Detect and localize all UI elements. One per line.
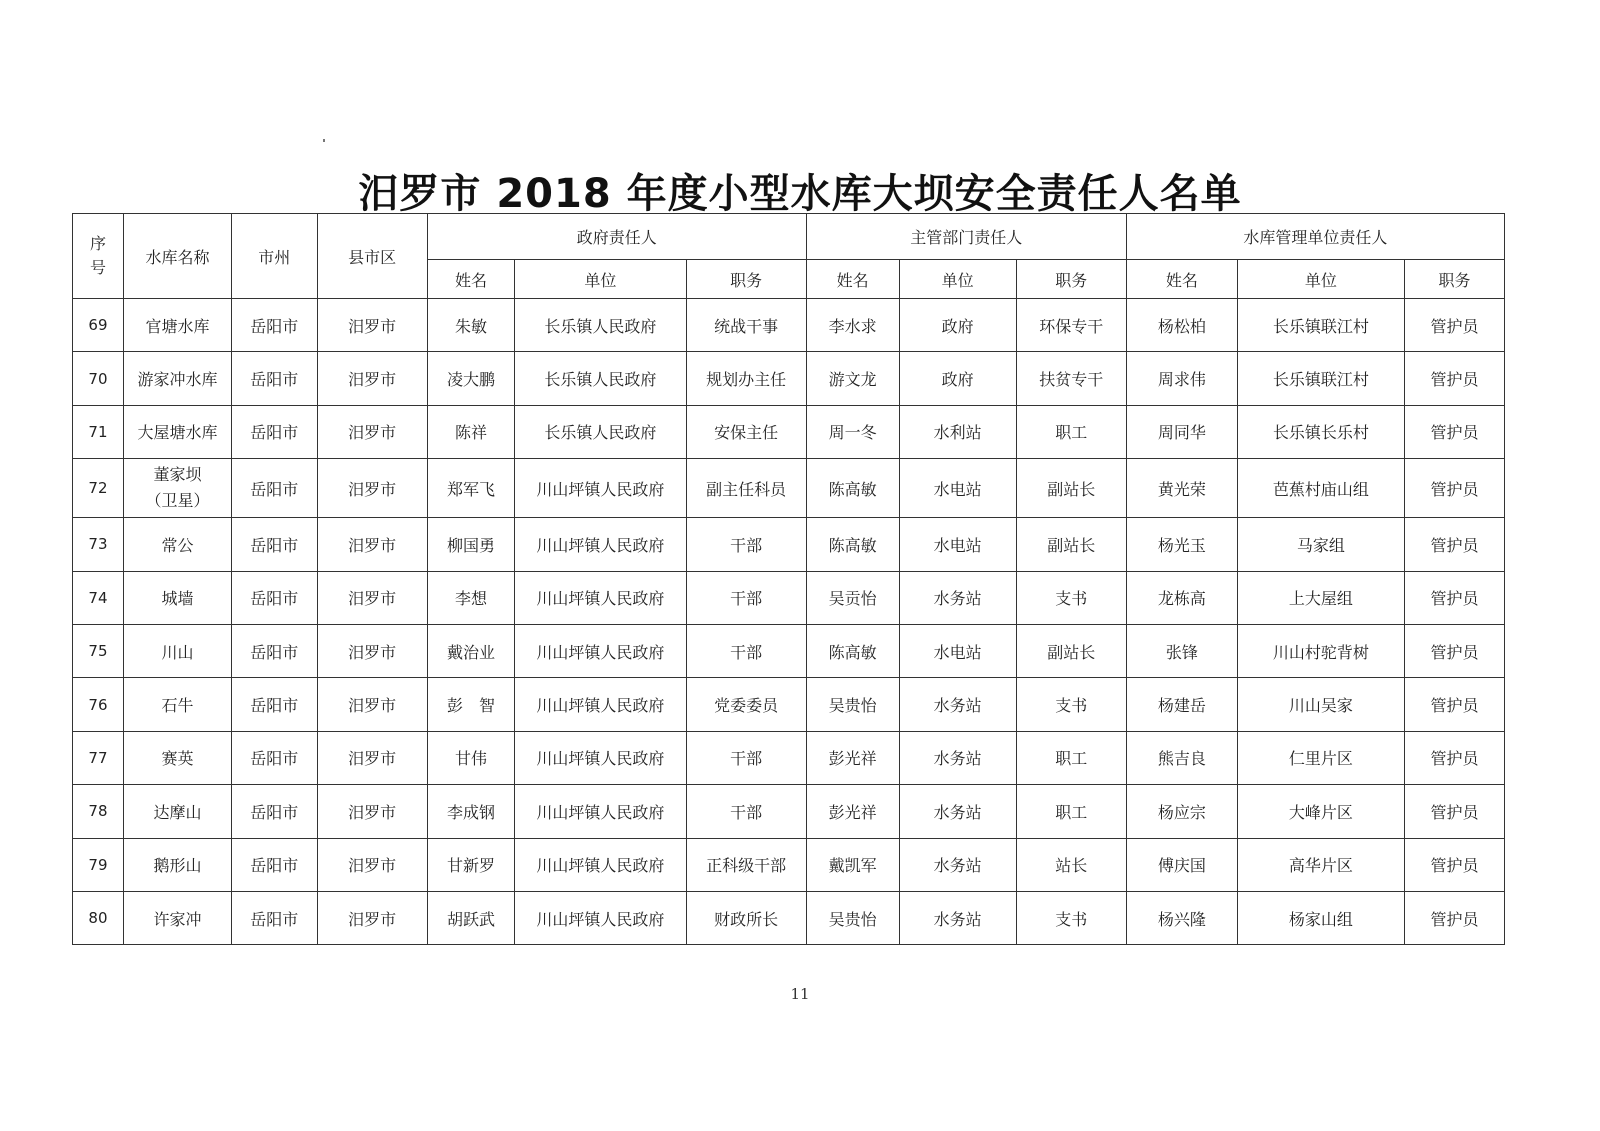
cell-gov-post: 干部 xyxy=(686,571,806,624)
cell-dept-name: 吴贡怡 xyxy=(806,571,899,624)
cell-dept-name: 陈高敏 xyxy=(806,624,899,677)
cell-city: 岳阳市 xyxy=(231,405,317,458)
cell-city: 岳阳市 xyxy=(231,624,317,677)
header-mgmt-group: 水库管理单位责任人 xyxy=(1126,214,1504,260)
cell-dept-name: 吴贵怡 xyxy=(806,678,899,731)
cell-mgmt-unit: 大峰片区 xyxy=(1237,785,1404,838)
cell-mgmt-post: 管护员 xyxy=(1405,459,1505,518)
cell-mgmt-unit: 长乐镇长乐村 xyxy=(1237,405,1404,458)
cell-mgmt-name: 黄光荣 xyxy=(1126,459,1237,518)
cell-county: 汨罗市 xyxy=(317,838,427,891)
cell-gov-unit: 川山坪镇人民政府 xyxy=(515,731,686,784)
cell-gov-name: 甘新罗 xyxy=(427,838,515,891)
cell-dept-unit: 水利站 xyxy=(899,405,1016,458)
cell-dept-unit: 水电站 xyxy=(899,459,1016,518)
cell-gov-post: 副主任科员 xyxy=(686,459,806,518)
cell-city: 岳阳市 xyxy=(231,299,317,352)
cell-dept-post: 支书 xyxy=(1016,571,1126,624)
responsibility-table xyxy=(72,213,1505,945)
cell-gov-name: 甘伟 xyxy=(427,731,515,784)
cell-mgmt-unit: 仁里片区 xyxy=(1237,731,1404,784)
cell-dept-post: 职工 xyxy=(1016,785,1126,838)
scan-speck xyxy=(323,139,325,142)
cell-reservoir: 官塘水库 xyxy=(123,299,231,352)
header-mgmt-unit: 单位 xyxy=(1237,260,1404,299)
cell-mgmt-post: 管护员 xyxy=(1405,571,1505,624)
cell-city: 岳阳市 xyxy=(231,838,317,891)
cell-gov-unit: 川山坪镇人民政府 xyxy=(515,459,686,518)
cell-mgmt-name: 杨应宗 xyxy=(1126,785,1237,838)
cell-mgmt-unit: 杨家山组 xyxy=(1237,891,1404,944)
header-city: 市州 xyxy=(231,214,317,299)
cell-mgmt-post: 管护员 xyxy=(1405,518,1505,571)
cell-mgmt-unit: 长乐镇联江村 xyxy=(1237,299,1404,352)
cell-gov-post: 党委委员 xyxy=(686,678,806,731)
header-reservoir: 水库名称 xyxy=(123,214,231,299)
cell-mgmt-name: 杨光玉 xyxy=(1126,518,1237,571)
cell-county: 汨罗市 xyxy=(317,785,427,838)
cell-dept-name: 陈高敏 xyxy=(806,459,899,518)
header-mgmt-post: 职务 xyxy=(1405,260,1505,299)
cell-reservoir: 达摩山 xyxy=(123,785,231,838)
table-row xyxy=(73,299,1505,352)
header-dept-name: 姓名 xyxy=(806,260,899,299)
header-dept-unit: 单位 xyxy=(899,260,1016,299)
page-number: 11 xyxy=(790,985,810,1003)
cell-county: 汨罗市 xyxy=(317,624,427,677)
table-row xyxy=(73,838,1505,891)
cell-gov-unit: 川山坪镇人民政府 xyxy=(515,571,686,624)
cell-mgmt-name: 杨建岳 xyxy=(1126,678,1237,731)
cell-no: 73 xyxy=(73,518,124,571)
header-dept-post: 职务 xyxy=(1016,260,1126,299)
cell-dept-unit: 政府 xyxy=(899,299,1016,352)
cell-city: 岳阳市 xyxy=(231,518,317,571)
cell-dept-post: 环保专干 xyxy=(1016,299,1126,352)
cell-dept-name: 吴贵怡 xyxy=(806,891,899,944)
cell-county: 汨罗市 xyxy=(317,299,427,352)
header-gov-post: 职务 xyxy=(686,260,806,299)
table-row xyxy=(73,459,1505,518)
cell-gov-unit: 川山坪镇人民政府 xyxy=(515,678,686,731)
cell-gov-name: 陈祥 xyxy=(427,405,515,458)
cell-gov-unit: 川山坪镇人民政府 xyxy=(515,891,686,944)
page-title: 汨罗市 2018 年度小型水库大坝安全责任人名单 xyxy=(358,171,1242,217)
cell-no: 75 xyxy=(73,624,124,677)
cell-county: 汨罗市 xyxy=(317,891,427,944)
cell-dept-unit: 水务站 xyxy=(899,838,1016,891)
cell-mgmt-name: 傅庆国 xyxy=(1126,838,1237,891)
cell-dept-post: 支书 xyxy=(1016,891,1126,944)
cell-reservoir: 川山 xyxy=(123,624,231,677)
cell-no: 69 xyxy=(73,299,124,352)
cell-dept-post: 副站长 xyxy=(1016,518,1126,571)
cell-dept-post: 扶贫专干 xyxy=(1016,352,1126,405)
cell-dept-unit: 水电站 xyxy=(899,518,1016,571)
header-gov-group: 政府责任人 xyxy=(427,214,806,260)
cell-gov-name: 凌大鹏 xyxy=(427,352,515,405)
table-row xyxy=(73,785,1505,838)
header-no: 序号 xyxy=(73,214,124,299)
cell-no: 78 xyxy=(73,785,124,838)
cell-mgmt-unit: 川山吴家 xyxy=(1237,678,1404,731)
cell-county: 汨罗市 xyxy=(317,518,427,571)
cell-mgmt-name: 周求伟 xyxy=(1126,352,1237,405)
cell-gov-name: 戴治业 xyxy=(427,624,515,677)
cell-county: 汨罗市 xyxy=(317,459,427,518)
cell-reservoir: 赛英 xyxy=(123,731,231,784)
header-gov-name: 姓名 xyxy=(427,260,515,299)
cell-mgmt-name: 龙栋高 xyxy=(1126,571,1237,624)
header-dept-group: 主管部门责任人 xyxy=(806,214,1126,260)
cell-no: 79 xyxy=(73,838,124,891)
cell-dept-name: 彭光祥 xyxy=(806,785,899,838)
cell-dept-name: 周一冬 xyxy=(806,405,899,458)
cell-reservoir: 石牛 xyxy=(123,678,231,731)
cell-dept-unit: 水务站 xyxy=(899,891,1016,944)
cell-gov-unit: 长乐镇人民政府 xyxy=(515,299,686,352)
cell-mgmt-unit: 川山村驼背树 xyxy=(1237,624,1404,677)
cell-gov-unit: 长乐镇人民政府 xyxy=(515,352,686,405)
cell-dept-name: 彭光祥 xyxy=(806,731,899,784)
cell-gov-post: 规划办主任 xyxy=(686,352,806,405)
cell-mgmt-name: 周同华 xyxy=(1126,405,1237,458)
cell-city: 岳阳市 xyxy=(231,571,317,624)
cell-gov-name: 彭 智 xyxy=(427,678,515,731)
cell-gov-name: 柳国勇 xyxy=(427,518,515,571)
table-row xyxy=(73,624,1505,677)
cell-mgmt-post: 管护员 xyxy=(1405,405,1505,458)
cell-dept-unit: 水务站 xyxy=(899,785,1016,838)
cell-reservoir: 鹅形山 xyxy=(123,838,231,891)
cell-mgmt-name: 杨松柏 xyxy=(1126,299,1237,352)
cell-gov-name: 朱敏 xyxy=(427,299,515,352)
cell-mgmt-unit: 马家组 xyxy=(1237,518,1404,571)
cell-dept-name: 游文龙 xyxy=(806,352,899,405)
cell-mgmt-post: 管护员 xyxy=(1405,624,1505,677)
cell-reservoir: 常公 xyxy=(123,518,231,571)
cell-mgmt-post: 管护员 xyxy=(1405,891,1505,944)
cell-dept-name: 李水求 xyxy=(806,299,899,352)
cell-dept-unit: 水电站 xyxy=(899,624,1016,677)
cell-gov-post: 正科级干部 xyxy=(686,838,806,891)
cell-city: 岳阳市 xyxy=(231,459,317,518)
cell-no: 70 xyxy=(73,352,124,405)
cell-dept-unit: 政府 xyxy=(899,352,1016,405)
cell-gov-post: 安保主任 xyxy=(686,405,806,458)
cell-dept-name: 陈高敏 xyxy=(806,518,899,571)
cell-no: 74 xyxy=(73,571,124,624)
cell-gov-name: 李想 xyxy=(427,571,515,624)
cell-gov-name: 胡跃武 xyxy=(427,891,515,944)
cell-city: 岳阳市 xyxy=(231,352,317,405)
cell-mgmt-unit: 长乐镇联江村 xyxy=(1237,352,1404,405)
cell-dept-post: 职工 xyxy=(1016,731,1126,784)
cell-reservoir: 许家冲 xyxy=(123,891,231,944)
cell-gov-post: 干部 xyxy=(686,624,806,677)
cell-mgmt-post: 管护员 xyxy=(1405,678,1505,731)
cell-mgmt-unit: 高华片区 xyxy=(1237,838,1404,891)
cell-mgmt-name: 杨兴隆 xyxy=(1126,891,1237,944)
cell-no: 71 xyxy=(73,405,124,458)
cell-mgmt-post: 管护员 xyxy=(1405,731,1505,784)
table-row xyxy=(73,405,1505,458)
cell-city: 岳阳市 xyxy=(231,731,317,784)
cell-county: 汨罗市 xyxy=(317,352,427,405)
cell-dept-post: 站长 xyxy=(1016,838,1126,891)
header-county: 县市区 xyxy=(317,214,427,299)
cell-gov-post: 干部 xyxy=(686,731,806,784)
cell-gov-name: 郑军飞 xyxy=(427,459,515,518)
cell-county: 汨罗市 xyxy=(317,731,427,784)
cell-no: 76 xyxy=(73,678,124,731)
cell-gov-post: 干部 xyxy=(686,785,806,838)
cell-mgmt-unit: 芭蕉村庙山组 xyxy=(1237,459,1404,518)
cell-mgmt-name: 熊吉良 xyxy=(1126,731,1237,784)
cell-gov-post: 干部 xyxy=(686,518,806,571)
cell-reservoir: 大屋塘水库 xyxy=(123,405,231,458)
cell-gov-post: 统战干事 xyxy=(686,299,806,352)
cell-gov-unit: 川山坪镇人民政府 xyxy=(515,785,686,838)
table-row xyxy=(73,891,1505,944)
cell-gov-unit: 川山坪镇人民政府 xyxy=(515,838,686,891)
cell-county: 汨罗市 xyxy=(317,678,427,731)
table-row xyxy=(73,731,1505,784)
header-gov-unit: 单位 xyxy=(515,260,686,299)
cell-mgmt-post: 管护员 xyxy=(1405,299,1505,352)
cell-no: 72 xyxy=(73,459,124,518)
cell-reservoir: 城墙 xyxy=(123,571,231,624)
cell-county: 汨罗市 xyxy=(317,405,427,458)
cell-dept-unit: 水务站 xyxy=(899,571,1016,624)
cell-reservoir: 董家坝（卫星） xyxy=(123,459,231,518)
cell-mgmt-post: 管护员 xyxy=(1405,352,1505,405)
cell-no: 77 xyxy=(73,731,124,784)
cell-dept-post: 副站长 xyxy=(1016,624,1126,677)
table-row xyxy=(73,518,1505,571)
cell-mgmt-post: 管护员 xyxy=(1405,838,1505,891)
cell-city: 岳阳市 xyxy=(231,891,317,944)
cell-mgmt-name: 张锋 xyxy=(1126,624,1237,677)
cell-reservoir: 游家冲水库 xyxy=(123,352,231,405)
cell-gov-name: 李成钢 xyxy=(427,785,515,838)
cell-gov-unit: 川山坪镇人民政府 xyxy=(515,624,686,677)
header-mgmt-name: 姓名 xyxy=(1126,260,1237,299)
cell-city: 岳阳市 xyxy=(231,678,317,731)
cell-gov-unit: 长乐镇人民政府 xyxy=(515,405,686,458)
table-row xyxy=(73,571,1505,624)
cell-no: 80 xyxy=(73,891,124,944)
cell-dept-post: 职工 xyxy=(1016,405,1126,458)
table-row xyxy=(73,352,1505,405)
cell-dept-name: 戴凯军 xyxy=(806,838,899,891)
cell-gov-post: 财政所长 xyxy=(686,891,806,944)
cell-county: 汨罗市 xyxy=(317,571,427,624)
cell-mgmt-post: 管护员 xyxy=(1405,785,1505,838)
cell-dept-unit: 水务站 xyxy=(899,731,1016,784)
cell-mgmt-unit: 上大屋组 xyxy=(1237,571,1404,624)
cell-city: 岳阳市 xyxy=(231,785,317,838)
cell-dept-unit: 水务站 xyxy=(899,678,1016,731)
cell-dept-post: 支书 xyxy=(1016,678,1126,731)
cell-dept-post: 副站长 xyxy=(1016,459,1126,518)
table-row xyxy=(73,678,1505,731)
cell-gov-unit: 川山坪镇人民政府 xyxy=(515,518,686,571)
